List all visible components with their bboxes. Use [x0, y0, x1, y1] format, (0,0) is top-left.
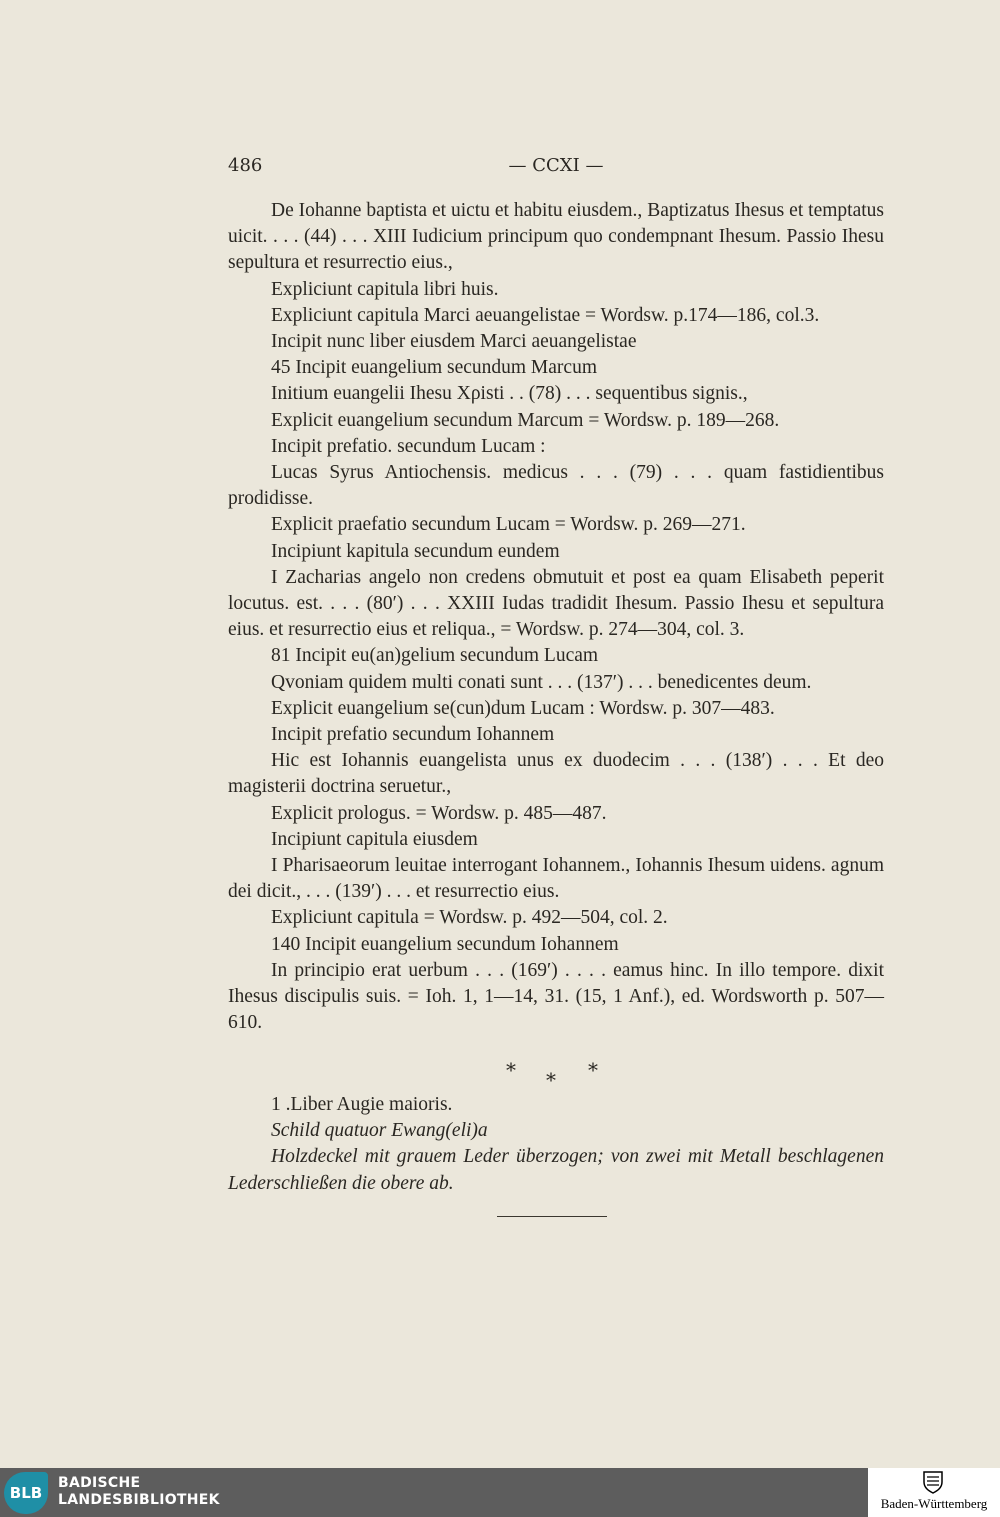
text-line: Explicit euangelium secundum Marcum = Wordsw. p. 189—268. — [271, 409, 780, 431]
separator-star: * — [546, 1068, 556, 1092]
text-paragraph: In principio erat uerbum . . . (169′) . . . . eamus hinc. In illo tempore. dixit Ihesus discipulis suis. = Ioh. 1, 1—14, 31. (15, 1 Anf.), ed. Wordsworth p. 507—610. — [228, 959, 884, 1034]
text-line: 140 Incipit euangelium secundum Iohannem — [271, 933, 619, 955]
text-paragraph: De Iohanne baptista et uictu et habitu eiusdem., Baptizatus Ihesus et temptatus uicit. . . . (44) . . . XIII Iudicium principum quo condempnant Ihesum. Passio Ihesu sepultura et resurrectio eius., — [228, 200, 884, 274]
text-line: Incipit prefatio. secundum Lucam : — [271, 435, 546, 457]
text-line: Incipit nunc liber eiusdem Marci aeuangelistae — [271, 331, 637, 353]
page-header — [228, 155, 884, 181]
library-name-line1: BADISCHE — [58, 1475, 141, 1491]
entry-description: Holzdeckel mit grauem Leder überzogen; von zwei mit Metall beschlagenen Lederschließen die obere ab. — [228, 1146, 884, 1194]
text-line: Expliciunt capitula Marci aeuangelistae = Wordsw. p.174—186, col.3. — [271, 304, 820, 326]
text-line: 81 Incipit eu(an)gelium secundum Lucam — [271, 645, 599, 667]
region-label: Baden-Württemberg — [880, 1496, 988, 1511]
text-line: Incipiunt capitula eiusdem — [271, 828, 478, 850]
footer-bar — [0, 1468, 1000, 1517]
text-line: 45 Incipit euangelium secundum Marcum — [271, 357, 597, 379]
library-name-line2: LANDESBIBLIOTHEK — [58, 1492, 220, 1508]
text-line: Qvoniam quidem multi conati sunt . . . (137′) . . . benedicentes deum. — [271, 671, 812, 693]
text-line: Expliciunt capitula = Wordsw. p. 492—504, col. 2. — [271, 907, 668, 929]
entry-block — [228, 1092, 884, 1197]
library-name[interactable] — [58, 1475, 220, 1509]
separator-star: * — [506, 1058, 516, 1082]
text-line: Explicit prologus. = Wordsw. p. 485—487. — [271, 802, 607, 824]
text-line: Explicit euangelium se(cun)dum Lucam : Wordsw. p. 307—483. — [271, 697, 775, 719]
text-line: Explicit praefatio secundum Lucam = Wordsw. p. 269—271. — [271, 514, 746, 536]
separator-star: * — [588, 1058, 598, 1082]
entry-number-line: 1 .Liber Augie maioris. — [271, 1094, 453, 1115]
text-line: Initium euangelii Ihesu Χρisti . . (78) . . . sequentibus signis., — [271, 383, 748, 405]
text-paragraph: Lucas Syrus Antiochensis. medicus . . . (79) . . . quam fastidientibus prodidisse. — [228, 462, 884, 510]
entry-label-line: Schild quatuor Ewang(eli)a — [271, 1120, 488, 1142]
running-title: — CCXI — — [508, 155, 604, 176]
text-paragraph: I Zacharias angelo non credens obmutuit et post ea quam Elisabeth peperit locutus. est. . . . (80′) . . . XXIII Iudas tradidit Ihesum. Passio Ihesu et sepultura eius. et resurrectio eius et reliqua., = Wordsw. p. 274—304, col. 3. — [228, 566, 884, 641]
baden-wuerttemberg-logo[interactable] — [868, 1468, 1000, 1517]
closing-rule — [497, 1216, 607, 1217]
text-line: Expliciunt capitula libri huis. — [271, 278, 499, 300]
page-body — [228, 198, 884, 1037]
text-line: Incipit prefatio secundum Iohannem — [271, 724, 555, 746]
blb-logo[interactable]: BLB — [4, 1472, 48, 1514]
text-paragraph: I Pharisaeorum leuitae interrogant Iohannem., Iohannis Ihesum uidens. agnum dei dicit., . . . (139′) . . . et resurrectio eius. — [228, 855, 884, 903]
section-separator — [500, 1058, 610, 1092]
text-paragraph: Hic est Iohannis euangelista unus ex duodecim . . . (138′) . . . Et deo magisterii doctrina seruetur., — [228, 750, 884, 798]
text-line: Incipiunt kapitula secundum eundem — [271, 540, 560, 562]
coat-of-arms-icon — [922, 1470, 944, 1494]
page-number: 486 — [228, 155, 263, 176]
